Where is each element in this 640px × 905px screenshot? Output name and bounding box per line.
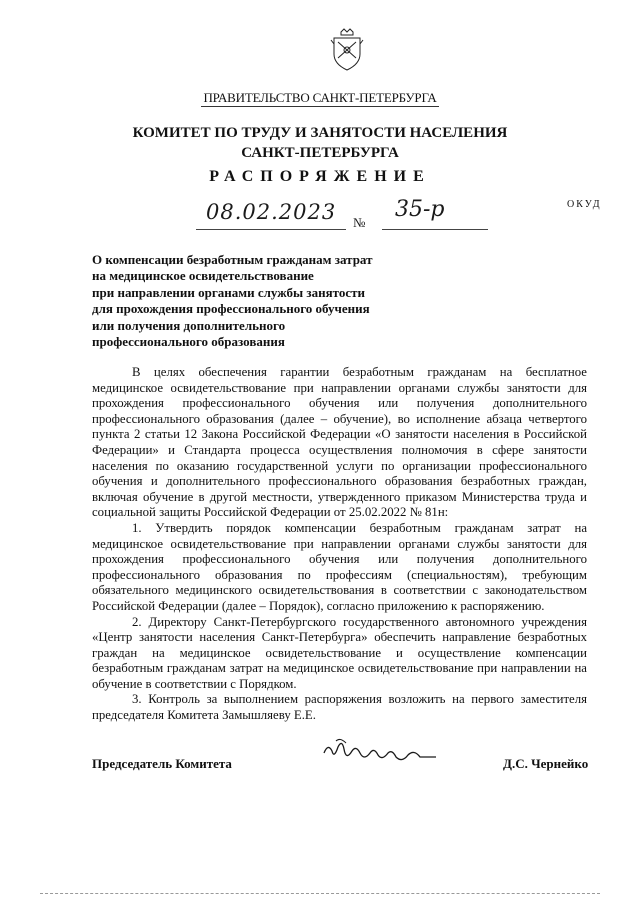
number-handwritten: 35-р: [395, 197, 445, 222]
clause-3: 3. Контроль за выполнением распоряжения возложить на первого заместителя председателя Комитета Замышляеву Е.Е.: [92, 692, 587, 723]
subject-line: при направлении органами службы занятости: [92, 284, 366, 300]
number-underline: [382, 229, 488, 230]
document-type: РАСПОРЯЖЕНИЕ: [209, 168, 431, 185]
date-underline: [196, 229, 346, 230]
preamble-paragraph: В целях обеспечения гарантии безработным гражданам на бесплатное медицинское освидетельствование при направлении органами службы занятости для прохождения профессионального обучения или получения дополнительного профессионального образования (далее – обучение), во исполнение абзаца четвертого пункта 2 статьи 12 Закона Российской Федерации «О занятости населения в Российской Федерации» и Стандарта процесса осуществления полномочия в сфере занятости населения по оказанию государственной услуги по организации профессионального обучения и дополнительного профессионального образования безработных граждан, включая обучение в другой местности, утвержденного приказом Министерства труда и социальной защиты Российской Федерации от 25.02.2022 № 81н:: [92, 365, 587, 520]
signatory-title: Председатель Комитета: [92, 756, 232, 771]
clause-1: 1. Утвердить порядок компенсации безработным гражданам затрат на медицинское освидетельствование при направлении органами службы занятости для прохождения профессионального обучения или получения дополнительного профессионального образования по профессиям (специальностям), требующим обязательного медицинского освидетельствования в соответствии с законодательством Российской Федерации (далее – Порядок), согласно приложению к распоряжению.: [92, 520, 587, 613]
subject-line: или получения дополнительного: [92, 317, 286, 333]
coat-of-arms-icon: [330, 28, 364, 72]
handwritten-signature-icon: [318, 735, 448, 773]
page-bottom-divider: [40, 893, 600, 894]
committee-name: [0, 123, 640, 163]
document-subject: [92, 252, 392, 350]
committee-line-2: САНКТ-ПЕТЕРБУРГА: [241, 145, 399, 161]
subject-line: для прохождения профессионального обучения: [92, 301, 370, 317]
subject-line: профессионального образования: [92, 334, 285, 350]
signatory-name: Д.С. Чернейко: [503, 756, 589, 771]
okud-label: ОКУД: [567, 199, 602, 210]
subject-line: на медицинское освидетельствование: [92, 268, 314, 284]
clause-2: 2. Директору Санкт-Петербургского государственного автономного учреждения «Центр занятости населения Санкт-Петербурга» обеспечить направление безработных граждан на медицинское освидетельствование и осуществление компенсации безработным гражданам затрат на медицинское освидетельствование при направлении на обучение в соответствии с Порядком.: [92, 614, 587, 691]
date-handwritten: 08.02.2023: [206, 200, 337, 224]
document-body: [92, 365, 587, 724]
subject-line: О компенсации безработным гражданам затрат: [92, 252, 373, 267]
government-name: ПРАВИТЕЛЬСТВО САНКТ-ПЕТЕРБУРГА: [203, 90, 437, 105]
number-sign: №: [353, 215, 366, 230]
committee-line-1: КОМИТЕТ ПО ТРУДУ И ЗАНЯТОСТИ НАСЕЛЕНИЯ: [132, 125, 508, 141]
